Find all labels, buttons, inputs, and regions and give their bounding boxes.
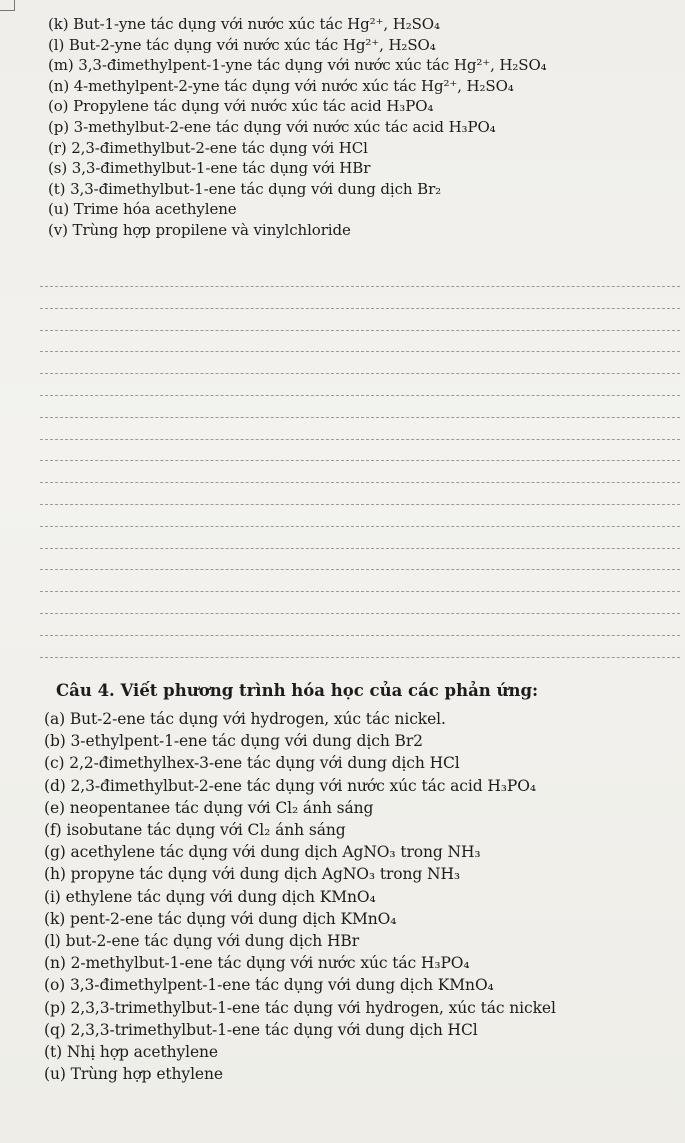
reaction-list-continued bbox=[48, 14, 678, 241]
list-item: (u) Trime hóa acethylene bbox=[48, 200, 237, 219]
list-item: (q) 2,3,3-trimethylbut-1-ene tác dụng với dung dịch HCl bbox=[44, 1020, 478, 1039]
answer-line bbox=[40, 526, 680, 527]
answer-line bbox=[40, 351, 680, 352]
list-item: (i) ethylene tác dụng với dung dịch KMnO₄ bbox=[44, 887, 376, 906]
list-item: (c) 2,2-đimethylhex-3-ene tác dụng với dung dịch HCl bbox=[44, 754, 460, 773]
answer-line bbox=[40, 591, 680, 592]
list-item: (k) But-1-yne tác dụng với nước xúc tác Hg²⁺, H₂SO₄ bbox=[48, 15, 440, 33]
list-item: (o) 3,3-đimethylpent-1-ene tác dụng với dung dịch KMnO₄ bbox=[44, 976, 494, 995]
answer-line bbox=[40, 439, 680, 440]
list-item: (h) propyne tác dụng với dung dịch AgNO₃ trong NH₃ bbox=[44, 865, 461, 884]
answer-line bbox=[40, 569, 680, 570]
list-item: (k) pent-2-ene tác dụng với dung dịch KMnO₄ bbox=[44, 909, 397, 928]
list-item: (n) 4-methylpent-2-yne tác dụng với nước xúc tác Hg²⁺, H₂SO₄ bbox=[48, 76, 514, 95]
answer-line bbox=[40, 482, 680, 483]
list-item: (o) Propylene tác dụng với nước xúc tác acid H₃PO₄ bbox=[48, 97, 434, 116]
list-item: (t) Nhị hợp acethylene bbox=[44, 1043, 218, 1062]
list-item: (e) neopentanee tác dụng với Cl₂ ánh sáng bbox=[44, 798, 374, 817]
answer-line bbox=[40, 330, 680, 331]
answer-line bbox=[40, 635, 680, 636]
list-item: (n) 2-methylbut-1-ene tác dụng với nước xúc tác H₃PO₄ bbox=[44, 954, 470, 973]
answer-line bbox=[40, 286, 680, 287]
answer-line bbox=[40, 504, 680, 505]
list-item: (b) 3-ethylpent-1-ene tác dụng với dung dịch Br2 bbox=[44, 732, 423, 751]
answer-line bbox=[40, 395, 680, 396]
list-item: (f) isobutane tác dụng với Cl₂ ánh sáng bbox=[44, 821, 346, 840]
list-item: (r) 2,3-đimethylbut-2-ene tác dụng với HCl bbox=[48, 138, 368, 157]
list-item: (l) but-2-ene tác dụng với dung dịch HBr bbox=[44, 932, 360, 951]
answer-line bbox=[40, 417, 680, 418]
list-item: (p) 3-methylbut-2-ene tác dụng với nước xúc tác acid H₃PO₄ bbox=[48, 117, 496, 136]
list-item: (d) 2,3-đimethylbut-2-ene tác dụng với nước xúc tác acid H₃PO₄ bbox=[44, 776, 536, 795]
list-item: (t) 3,3-đimethylbut-1-ene tác dụng với dung dịch Br₂ bbox=[48, 179, 442, 198]
question-4-title: Câu 4. Viết phương trình hóa học của các phản ứng: bbox=[56, 681, 539, 700]
list-item: (u) Trùng hợp ethylene bbox=[44, 1065, 223, 1084]
list-item: (a) But-2-ene tác dụng với hydrogen, xúc tác nickel. bbox=[44, 710, 446, 728]
answer-line bbox=[40, 548, 680, 549]
list-item: (m) 3,3-đimethylpent-1-yne tác dụng với nước xúc tác Hg²⁺, H₂SO₄ bbox=[48, 56, 547, 75]
list-item: (l) But-2-yne tác dụng với nước xúc tác Hg²⁺, H₂SO₄ bbox=[48, 35, 436, 54]
list-item: (p) 2,3,3-trimethylbut-1-ene tác dụng với hydrogen, xúc tác nickel bbox=[44, 998, 556, 1017]
answer-line bbox=[40, 657, 680, 658]
list-item: (g) acethylene tác dụng với dung dịch AgNO₃ trong NH₃ bbox=[44, 843, 481, 862]
answer-line bbox=[40, 373, 680, 374]
answer-line bbox=[40, 613, 680, 614]
answer-line bbox=[40, 308, 680, 309]
answer-line bbox=[40, 460, 680, 461]
page-corner-mark bbox=[0, 0, 15, 11]
answer-lines bbox=[40, 286, 680, 678]
list-item: (s) 3,3-đimethylbut-1-ene tác dụng với HBr bbox=[48, 159, 371, 178]
question-4 bbox=[44, 680, 680, 1085]
list-item: (v) Trùng hợp propilene và vinylchloride bbox=[48, 220, 351, 239]
